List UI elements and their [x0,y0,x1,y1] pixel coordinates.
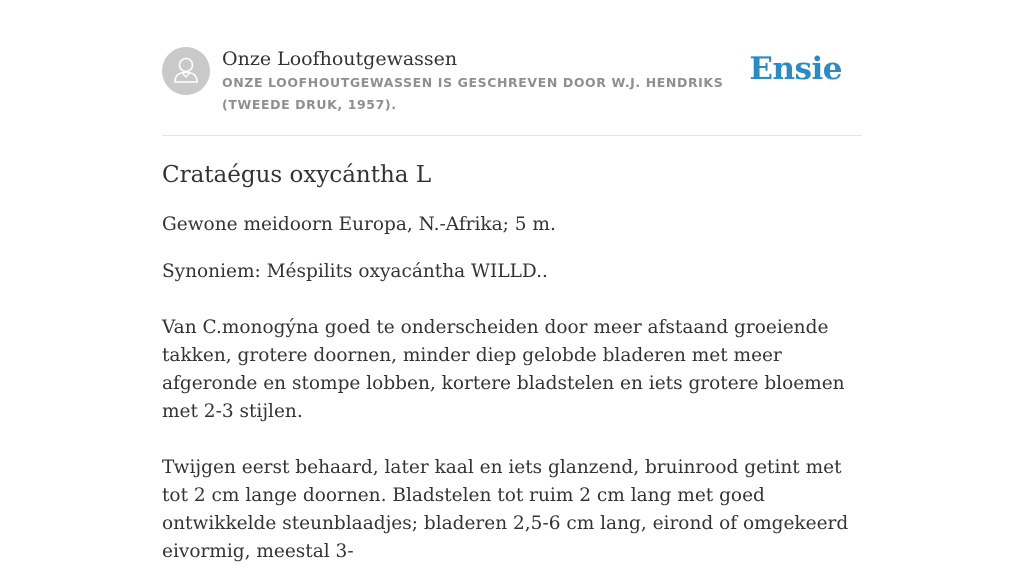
source-title[interactable]: Onze Loofhoutgewassen [222,48,458,70]
entry-paragraph: Van C.monogýna goed te onderscheiden door meer afstaand groeiende takken, grotere doornen, minder diep gelobde bladeren met meer afgeronde en stompe lobben, kortere bladstelen en iets grotere bloemen met 2-3 stijlen. [162,317,845,422]
ensie-logo[interactable]: Ensie [749,51,842,87]
entry-content [162,158,862,566]
entry-paragraph: Twijgen eerst behaard, later kaal en iets glanzend, bruinrood getint met tot 2 cm lange doornen. Bladstelen tot ruim 2 cm lang met goed ontwikkelde steunblaadjes; bladeren 2,5-6 cm lang, eirond of omgekeerd eivormig, meestal 3- [162,457,849,562]
user-icon[interactable] [162,47,210,95]
entry-subtitle: Gewone meidoorn Europa, N.-Afrika; 5 m. [162,214,556,235]
entry-title: Crataégus oxycántha L [162,162,432,188]
source-description: ONZE LOOFHOUTGEWASSEN IS GESCHREVEN DOOR W.J. HENDRIKS (TWEEDE DRUK, 1957). [222,75,724,112]
entry-synonym: Synoniem: Méspilits oxyacántha WILLD.. [162,261,548,282]
source-header [162,47,862,136]
